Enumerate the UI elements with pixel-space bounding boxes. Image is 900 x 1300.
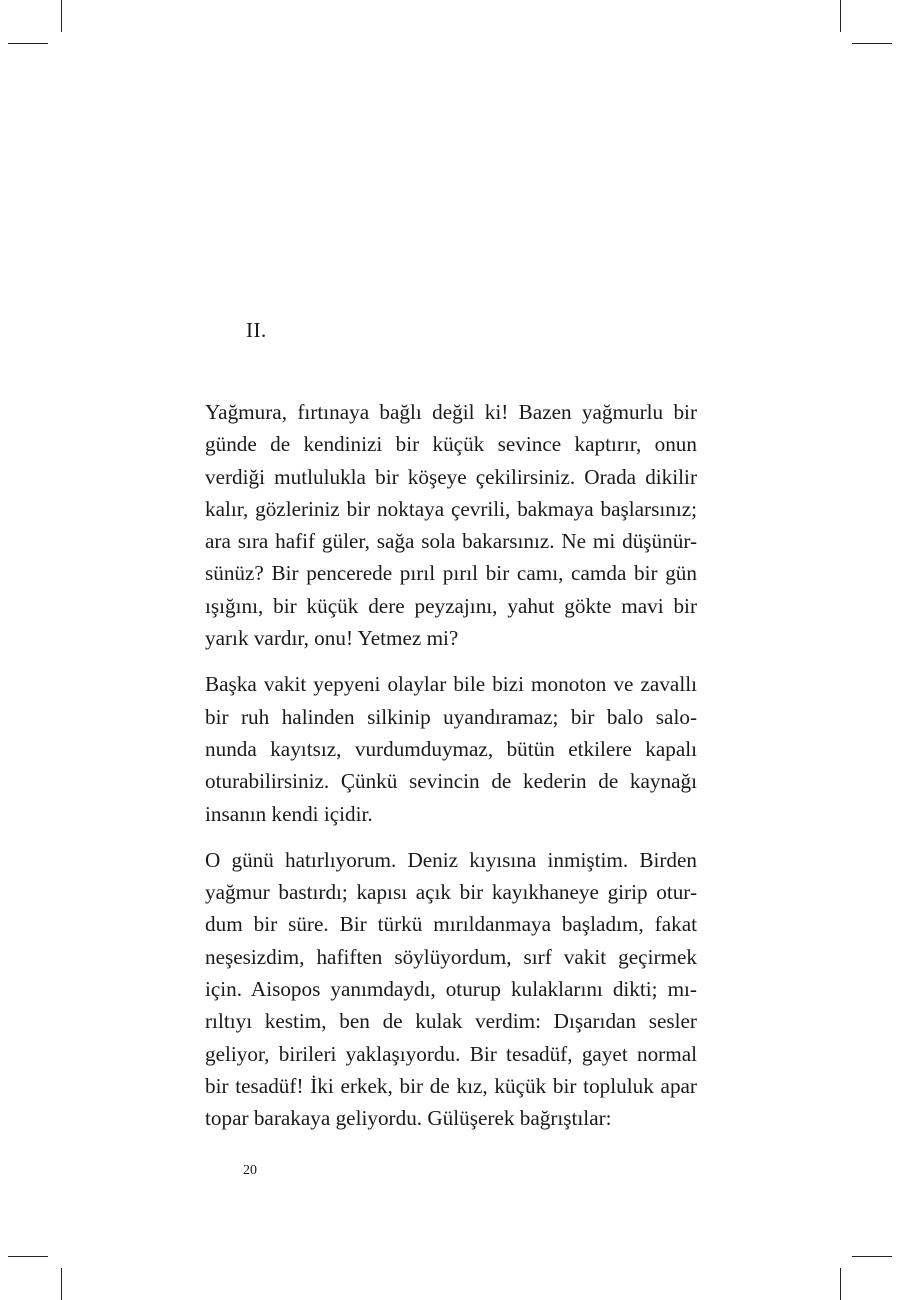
text-line: rıltıyı kestim, ben de kulak verdim: Dışarıdan sesler <box>205 1009 697 1034</box>
text-line: Başka vakit yepyeni olaylar bile bizi monoton ve zavallı <box>205 672 697 697</box>
text-line: topar barakaya geliyordu. Gülüşerek bağrıştılar: <box>205 1106 612 1131</box>
text-line: insanın kendi içidir. <box>205 801 373 826</box>
paragraph <box>205 668 697 829</box>
text-line: için. Aisopos yanımdaydı, oturup kulaklarını dikti; mı- <box>205 977 697 1002</box>
text-line: Yağmura, fırtınaya bağlı değil ki! Bazen yağmurlu bir <box>205 400 697 424</box>
text-line: bir tesadüf! İki erkek, bir de kız, küçük bir topluluk apar <box>205 1073 697 1098</box>
chapter-heading: II. <box>246 318 267 342</box>
text-line: sünüz? Bir pencerede pırıl pırıl bir camı, camda bir gün <box>205 561 697 586</box>
text-line: kalır, gözleriniz bir noktaya çevrili, bakmaya başlarsınız; <box>205 496 697 521</box>
text-line: dum bir süre. Bir türkü mırıldanmaya başladım, fakat <box>205 912 697 937</box>
crop-mark-top-right-h <box>852 43 892 44</box>
text-line: ışığını, bir küçük dere peyzajını, yahut gökte mavi bir <box>205 593 697 618</box>
crop-mark-bottom-right <box>840 1268 841 1300</box>
text-line: O günü hatırlıyorum. Deniz kıyısına inmiştim. Birden <box>205 847 697 872</box>
crop-mark-bottom-right-h <box>852 1256 892 1257</box>
text-line: geliyor, birileri yaklaşıyordu. Bir tesadüf, gayet normal <box>205 1041 697 1066</box>
page-number: 20 <box>243 1163 257 1178</box>
text-line: yağmur bastırdı; kapısı açık bir kayıkhaneye girip otur- <box>205 880 697 905</box>
paragraph <box>205 396 697 654</box>
crop-mark-top-right <box>840 0 841 32</box>
text-line: ara sıra hafif güler, sağa sola bakarsınız. Ne mi düşünür- <box>205 529 697 554</box>
crop-mark-top-left <box>61 0 62 32</box>
text-line: günde de kendinizi bir küçük sevince kaptırır, onun <box>205 432 697 457</box>
text-line: verdiği mutlulukla bir köşeye çekilirsiniz. Orada dikilir <box>205 464 697 489</box>
text-line: oturabilirsiniz. Çünkü sevincin de kederin de kaynağı <box>205 769 697 794</box>
crop-mark-top-left-h <box>8 43 48 44</box>
paragraph <box>205 844 697 1135</box>
text-line: neşesizdim, hafiften söylüyordum, sırf vakit geçirmek <box>205 944 697 969</box>
body-text <box>205 396 697 1149</box>
text-line: nunda kayıtsız, vurdumduymaz, bütün etkilere kapalı <box>205 736 697 761</box>
text-line: bir ruh halinden silkinip uyandıramaz; bir balo salo- <box>205 704 697 729</box>
crop-mark-bottom-left <box>61 1268 62 1300</box>
crop-mark-bottom-left-h <box>8 1256 48 1257</box>
text-line: yarık vardır, onu! Yetmez mi? <box>205 626 459 651</box>
